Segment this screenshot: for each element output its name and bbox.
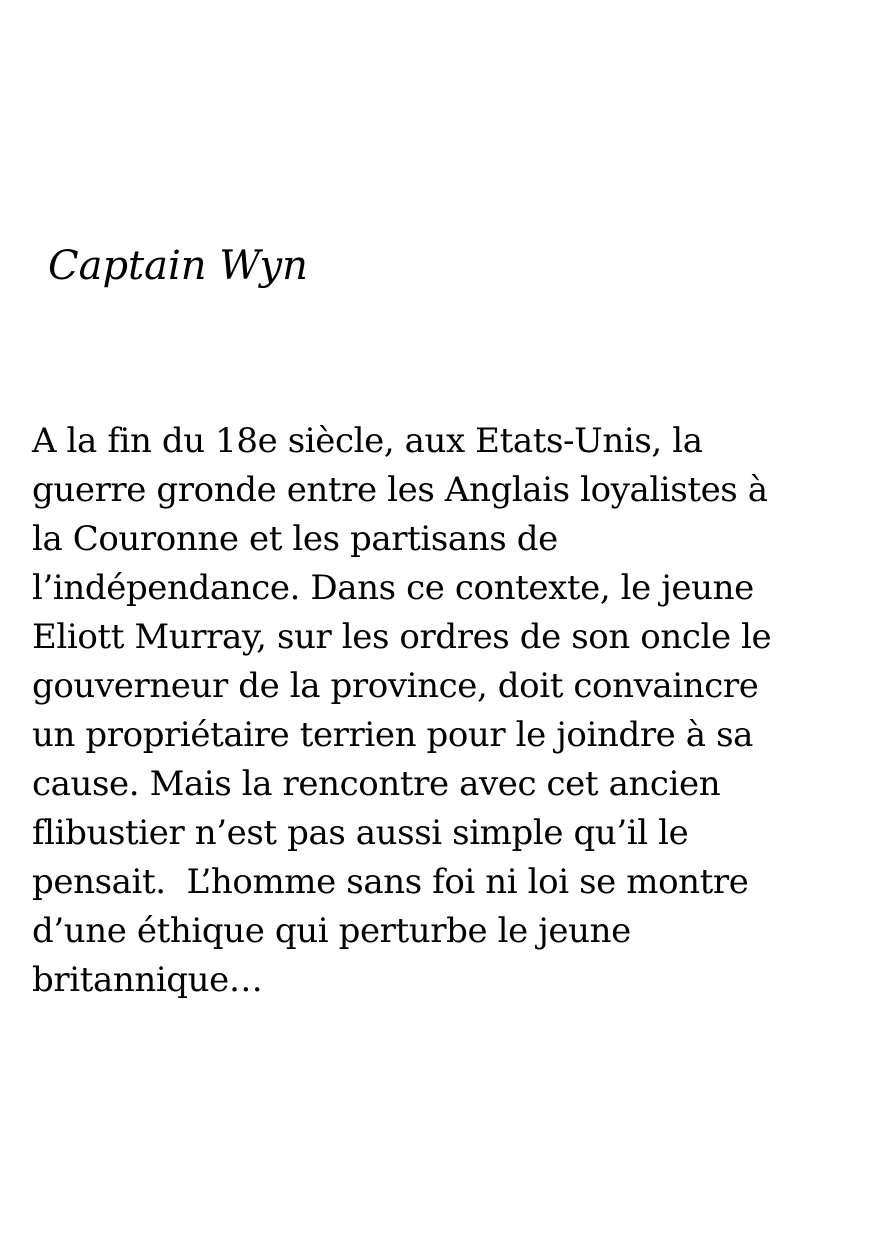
synopsis-line: guerre gronde entre les Anglais loyalistes à: [32, 470, 768, 510]
synopsis-line: un propriétaire terrien pour le joindre à sa: [32, 715, 754, 755]
synopsis-line: cause. Mais la rencontre avec cet ancien: [32, 764, 721, 804]
document-title: Captain Wyn: [48, 243, 308, 289]
synopsis-line: flibustier n’est pas aussi simple qu’il le: [32, 813, 689, 853]
synopsis-line: d’une éthique qui perturbe le jeune: [32, 911, 631, 951]
synopsis-line: l’indépendance. Dans ce contexte, le jeune: [32, 568, 754, 608]
synopsis-paragraph: [32, 417, 862, 1005]
synopsis-line: gouverneur de la province, doit convaincre: [32, 666, 759, 706]
synopsis-line: britannique…: [32, 960, 263, 1000]
synopsis-line: A la fin du 18e siècle, aux Etats-Unis, la: [32, 421, 703, 461]
synopsis-line: la Couronne et les partisans de: [32, 519, 558, 559]
synopsis-line: pensait. L’homme sans foi ni loi se montre: [32, 862, 749, 902]
synopsis-line: Eliott Murray, sur les ordres de son oncle le: [32, 617, 772, 657]
